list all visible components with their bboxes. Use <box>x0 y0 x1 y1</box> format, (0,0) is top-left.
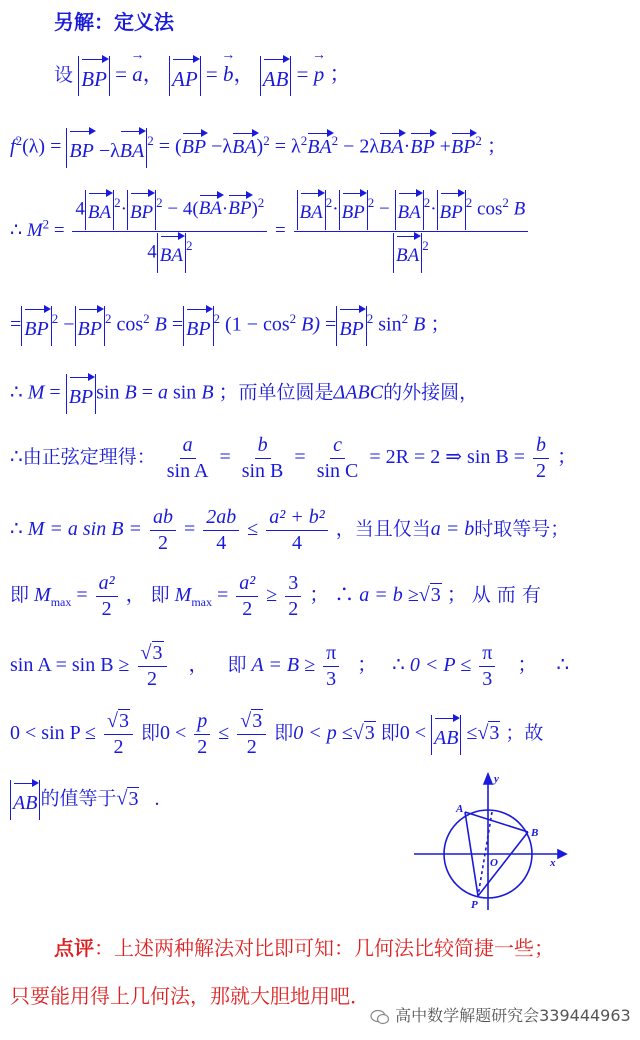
comment-text-2: 只要能用得上几何法，那就大胆地用吧． <box>10 984 370 1008</box>
solution-title: 另解：定义法 <box>54 10 174 34</box>
m-squared-line: ∴ $M^2$ = 4 BA $^2$· BP $^2$ − 4( BA· BP)$^2$ 4 BA $^2$ = BA $^2$· BP $^2$ − BA $^2$· BP $^2$ $\cos^2 B$ BA $^2$ <box>10 190 531 273</box>
label-o: O <box>490 857 498 869</box>
vector-magnitude: AB <box>260 56 292 96</box>
watermark <box>370 1003 631 1026</box>
label-p: P <box>471 899 478 911</box>
unit-circle-figure <box>410 770 570 920</box>
fraction: BA $^2$· BP $^2$ − BA $^2$· BP $^2$ $\cos^2 B$ BA $^2$ <box>294 190 529 273</box>
inequality-line: ∴ M = a sin B = $\frac{ab}{2}$ = $\frac{2ab}{4}$ ≤ $\frac{\text{a² + b²}}{4}$ ，当且仅当a = b时取等号； <box>10 506 570 554</box>
segment-bp <box>478 832 528 896</box>
vector-p: → p <box>314 54 325 87</box>
watermark-text: 高中数学解题研究会339444963 <box>395 1006 631 1025</box>
comment-line-1 <box>54 932 554 961</box>
definition-line: 设 BP = → a， AP = → b， AB = → p ； <box>54 54 351 96</box>
vector-magnitude: AP <box>169 56 201 96</box>
vector-b: → b <box>223 54 234 87</box>
conclusion-line: AB 的值等于√3 . <box>10 780 159 820</box>
angle-range-line: sin A = sin B ≥ $\frac{√3}{2}$ ， 即 A = B ≥ $\frac{\pi}{3}$ ； ∴ 0 < P ≤ $\frac{\pi}{3}$ ； ∴ <box>10 642 570 690</box>
comment-line-2 <box>10 980 370 1009</box>
simplification-line: = BP $^2$ − BP $^2$ $\cos^2 B$ = BP $^2$ $(1 - \cos^2 B)$ = BP $^2$ $\sin^2 B$ ； <box>10 306 450 346</box>
comment-label: 点评 <box>54 936 94 960</box>
function-expansion-line: $f^2(\lambda)$ = BP −λ BA $^2$ = ( BP −λ $BA)^2 = \lambda^2$ $BA^2 - 2\lambda$ BA· BP + $BP^2$ ； <box>10 128 507 168</box>
label-y: y <box>494 773 499 785</box>
x-axis-arrow-icon <box>558 850 566 858</box>
max-value-line: 即 $M_{max}$ = $\frac{\text{a²}}{2}$ ， 即 $M_{max}$ = $\frac{\text{a²}}{2}$ ≥ $\frac{3}{2}$ ； ∴ a = b ≥√3 ； 从 而 有 <box>10 572 541 620</box>
label-x: x <box>550 857 556 869</box>
p-range-line: 0 < sin P ≤ $\frac{√3}{2}$ 即0 < $\frac{p}{2}$ ≤ $\frac{√3}{2}$ 即0 < p ≤√3 即0 < AB ≤√3 ；故 <box>10 710 544 758</box>
sine-law-line: ∴由正弦定理得： $\frac{a}{\text{sin A}}$ = $\frac{b}{\text{sin B}}$ = $\frac{c}{\text{sin C}}$ = 2R = 2 ⇒ sin B = $\frac{b}{2}$ ； <box>10 434 577 482</box>
m-result-line: ∴ M = BP sin B = a sin B ；而单位圆是ΔABC的外接圆， <box>10 374 478 414</box>
label-b: B <box>531 827 539 839</box>
wechat-icon <box>370 1009 390 1025</box>
vector-magnitude: BP <box>78 56 110 96</box>
text-prefix: 设 <box>54 64 74 86</box>
comment-text-1: ：上述两种解法对比即可知：几何法比较简捷一些； <box>94 936 554 960</box>
vector-a: → a <box>132 54 143 87</box>
fraction: 4 BA $^2$· BP $^2$ − 4( BA· BP)$^2$ 4 BA $^2$ <box>72 190 267 273</box>
label-a: A <box>456 803 464 815</box>
y-axis-arrow-icon <box>484 774 492 784</box>
